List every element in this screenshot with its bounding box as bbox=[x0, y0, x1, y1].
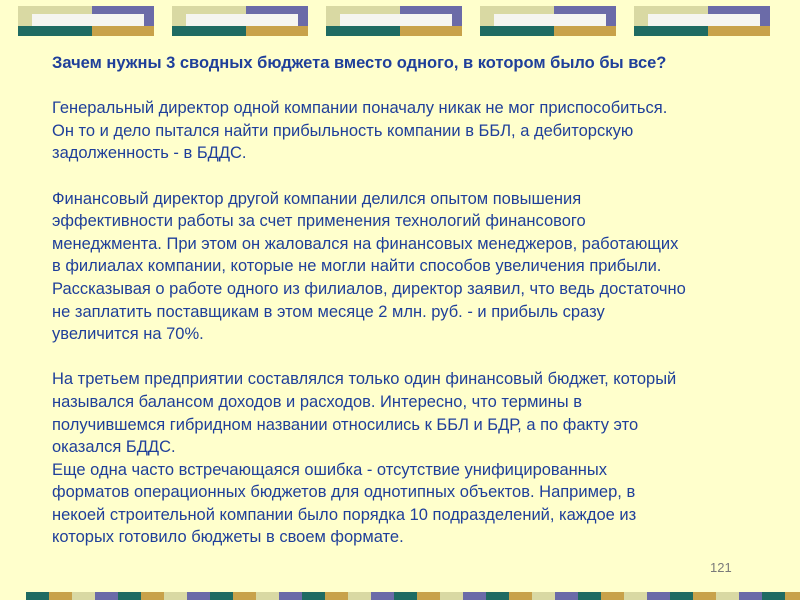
footer-stripe bbox=[371, 592, 394, 600]
footer-stripe bbox=[762, 592, 785, 600]
footer-stripe bbox=[509, 592, 532, 600]
header-tile-segment bbox=[606, 14, 616, 26]
footer-stripe bbox=[785, 592, 800, 600]
footer-stripe bbox=[670, 592, 693, 600]
header-tile bbox=[172, 6, 308, 36]
footer-stripe bbox=[693, 592, 716, 600]
header-tile-segment bbox=[634, 14, 648, 26]
header-tile-segment bbox=[708, 6, 770, 14]
header-tile-segment bbox=[494, 14, 554, 26]
header-tile-segment bbox=[298, 14, 308, 26]
footer-stripe bbox=[72, 592, 95, 600]
footer-stripe bbox=[49, 592, 72, 600]
header-tile-segment bbox=[480, 26, 554, 36]
header-tile-segment bbox=[708, 14, 760, 26]
slide-title: Зачем нужны 3 сводных бюджета вместо одного, в котором было бы все? bbox=[52, 54, 667, 72]
header-tile-segment bbox=[452, 14, 462, 26]
footer-stripe bbox=[118, 592, 141, 600]
footer-stripe bbox=[647, 592, 670, 600]
slide-content bbox=[52, 52, 772, 549]
footer-stripe bbox=[440, 592, 463, 600]
header-tile-segment bbox=[326, 6, 400, 14]
header-tile-segment bbox=[326, 14, 340, 26]
footer-stripe bbox=[210, 592, 233, 600]
footer-stripe bbox=[256, 592, 279, 600]
header-tile bbox=[634, 6, 770, 36]
header-tile-segment bbox=[144, 14, 154, 26]
header-tile-segment bbox=[172, 14, 186, 26]
header-tile-segment bbox=[92, 6, 154, 14]
header-tile-segment bbox=[92, 14, 144, 26]
header-tile-segment bbox=[554, 26, 616, 36]
header-tile-segment bbox=[172, 26, 246, 36]
header-tile-segment bbox=[634, 26, 708, 36]
header-tile-segment bbox=[246, 26, 308, 36]
header-tile-segment bbox=[18, 14, 32, 26]
bottom-decorative-band bbox=[0, 592, 800, 600]
header-tile-segment bbox=[480, 6, 554, 14]
header-tile bbox=[480, 6, 616, 36]
header-tile-segment bbox=[32, 14, 92, 26]
footer-stripe bbox=[417, 592, 440, 600]
footer-stripe bbox=[141, 592, 164, 600]
footer-stripe bbox=[26, 592, 49, 600]
header-tile-segment bbox=[480, 14, 494, 26]
paragraph-2: Финансовый директор другой компании делился опытом повышения эффективности работы за счет применения технологий финансового менеджмента. При этом он жаловался на финансовых менеджеров, работающих в филиалах компании, которые не могли найти способов увеличения прибыли. Рассказывая о работе одного из филиалов, директор заявил, что ведь достаточно не заплатить поставщикам в этом месяце 2 млн. руб. - и прибыль сразу увеличится на 70%. bbox=[52, 189, 686, 344]
paragraph-1: Генеральный директор одной компании поначалу никак не мог приспособиться. Он то и дело пытался найти прибыльность компании в ББЛ, а дебиторскую задолженность - в БДДС. bbox=[52, 99, 668, 163]
header-tile-segment bbox=[18, 6, 92, 14]
header-tile-segment bbox=[246, 6, 308, 14]
footer-stripe bbox=[95, 592, 118, 600]
header-tile-segment bbox=[326, 26, 400, 36]
footer-stripe bbox=[624, 592, 647, 600]
footer-stripe bbox=[233, 592, 256, 600]
header-tile-segment bbox=[634, 6, 708, 14]
header-tile-segment bbox=[400, 6, 462, 14]
header-tile-segment bbox=[18, 26, 92, 36]
header-tile bbox=[18, 6, 154, 36]
footer-stripe bbox=[394, 592, 417, 600]
header-tile-segment bbox=[648, 14, 708, 26]
header-tile-segment bbox=[186, 14, 246, 26]
header-tile-segment bbox=[400, 14, 452, 26]
header-tile-segment bbox=[400, 26, 462, 36]
footer-stripe bbox=[578, 592, 601, 600]
footer-stripe bbox=[716, 592, 739, 600]
footer-stripe bbox=[187, 592, 210, 600]
footer-stripe bbox=[325, 592, 348, 600]
footer-stripe bbox=[532, 592, 555, 600]
header-tile bbox=[326, 6, 462, 36]
header-tile-segment bbox=[92, 26, 154, 36]
footer-stripe bbox=[601, 592, 624, 600]
header-tile-segment bbox=[340, 14, 400, 26]
header-tile-segment bbox=[708, 26, 770, 36]
header-tile-segment bbox=[760, 14, 770, 26]
footer-stripe bbox=[164, 592, 187, 600]
footer-stripe bbox=[348, 592, 371, 600]
footer-stripe bbox=[486, 592, 509, 600]
paragraph-3: На третьем предприятии составлялся только один финансовый бюджет, который назывался балансом доходов и расходов. Интересно, что термины в получившемся гибридном названии относились к ББЛ и БДР, а по факту это оказался БДДС. bbox=[52, 370, 677, 457]
header-tile-segment bbox=[554, 6, 616, 14]
top-decorative-band bbox=[0, 6, 800, 36]
footer-stripe bbox=[463, 592, 486, 600]
footer-stripe bbox=[739, 592, 762, 600]
footer-stripe bbox=[279, 592, 302, 600]
footer-stripe bbox=[302, 592, 325, 600]
header-tile-segment bbox=[172, 6, 246, 14]
paragraph-4: Еще одна часто встречающаяся ошибка - отсутствие унифицированных форматов операционных бюджетов для однотипных объектов. Например, в некоей строительной компании было порядка 10 подразделений, каждое из которых готовило бюджеты в своем формате. bbox=[52, 460, 637, 547]
footer-stripe bbox=[555, 592, 578, 600]
header-tile-segment bbox=[246, 14, 298, 26]
page-number: 121 bbox=[710, 560, 732, 575]
header-tile-segment bbox=[554, 14, 606, 26]
